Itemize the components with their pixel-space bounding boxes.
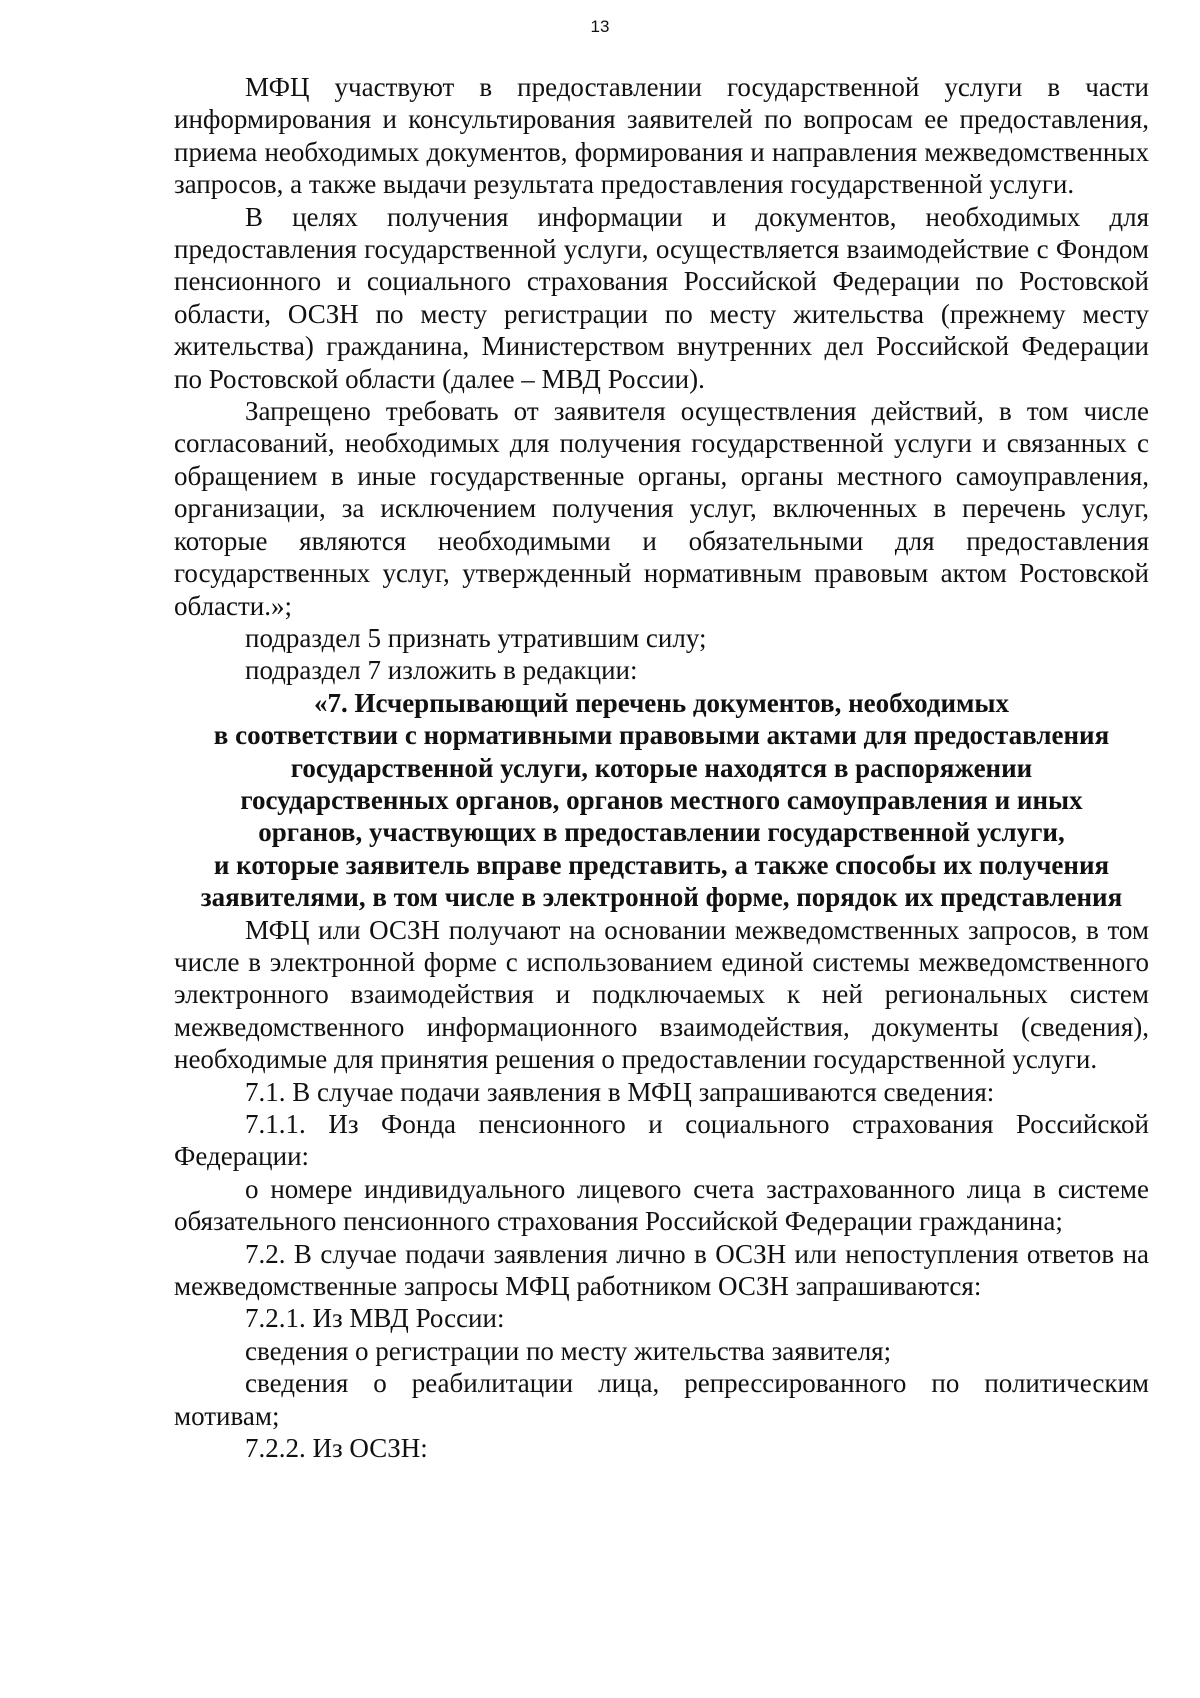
heading-line: и которые заявитель вправе представить, а также способы их получения [213,849,1110,880]
paragraph-mfc-participation: МФЦ участвуют в предоставлении государственной услуги в части информирования и консультирования заявителей по вопросам ее предоставления, приема необходимых документов, формирования и направления межведомственных запросов, а также выдачи результата предоставления государственной услуги. [174,72,1149,200]
paragraph-interagency-requests: МФЦ или ОСЗН получают на основании межведомственных запросов, в том числе в электронной форме с использованием единой системы межведомственного электронного взаимодействия и подключаемых к ней региональных систем межведомственного информационного взаимодействия, документы (сведения), необходимые для принятия решения о предоставлении государственной услуги. [174,914,1149,1075]
paragraph-7-2: 7.2. В случае подачи заявления лично в ОСЗН или непоступления ответов на межведомственные запросы МФЦ работником ОСЗН запрашиваются: [174,1238,1149,1302]
paragraph-interaction-purpose: В целях получения информации и документов, необходимых для предоставления государственной услуги, осуществляется взаимодействие с Фондом пенсионного и социального страхования Российской Федерации по Ростовской области, ОСЗН по месту регистрации по месту жительства (прежнему месту жительства) гражданина, Министерством внутренних дел Российской Федерации по Ростовской области (далее – МВД России). [174,201,1149,394]
heading-line: в соответствии с нормативными правовыми актами для предоставления [213,720,1110,751]
paragraph-7-1: 7.1. В случае подачи заявления в МФЦ запрашиваются сведения: [245,1076,995,1107]
page-number: 13 [590,17,610,36]
heading-line: органов, участвующих в предоставлении государственной услуги, [258,817,1065,848]
heading-line: заявителями, в том числе в электронной форме, порядок их представления [200,882,1123,913]
paragraph-7-2-2: 7.2.2. Из ОСЗН: [245,1433,428,1464]
paragraph-rehabilitation-info: сведения о реабилитации лица, репрессированного по политическим мотивам; [174,1368,1149,1431]
paragraph-prohibition: Запрещено требовать от заявителя осуществления действий, в том числе согласований, необходимых для получения государственной услуги и связанных с обращением в иные государственные органы, органы местного самоуправления, организации, за исключением получения услуг, включенных в перечень услуг, которые являются необходимыми и обязательными для предоставления государственных услуг, утвержденный нормативным правовым актом Ростовской области.»; [174,396,1149,621]
paragraph-account-number: о номере индивидуального лицевого счета застрахованного лица в системе обязательного пенсионного страхования Российской Федерации гражданина; [174,1173,1149,1237]
paragraph-subsection-5: подраздел 5 признать утратившим силу; [245,622,707,653]
section-7-heading [174,687,1149,914]
paragraph-subsection-7: подраздел 7 изложить в редакции: [245,655,638,686]
heading-line: «7. Исчерпывающий перечень документов, необходимых [314,687,1009,718]
paragraph-7-1-1: 7.1.1. Из Фонда пенсионного и социального страхования Российской Федерации: [174,1109,1149,1172]
heading-line: государственных органов, органов местного самоуправления и иных [240,784,1083,815]
paragraph-7-2-1: 7.2.1. Из МВД России: [245,1303,505,1334]
document-body [174,71,1149,1464]
heading-line: государственной услуги, которые находятся в распоряжении [290,752,1033,783]
paragraph-registration-info: сведения о регистрации по месту жительства заявителя; [245,1335,892,1366]
